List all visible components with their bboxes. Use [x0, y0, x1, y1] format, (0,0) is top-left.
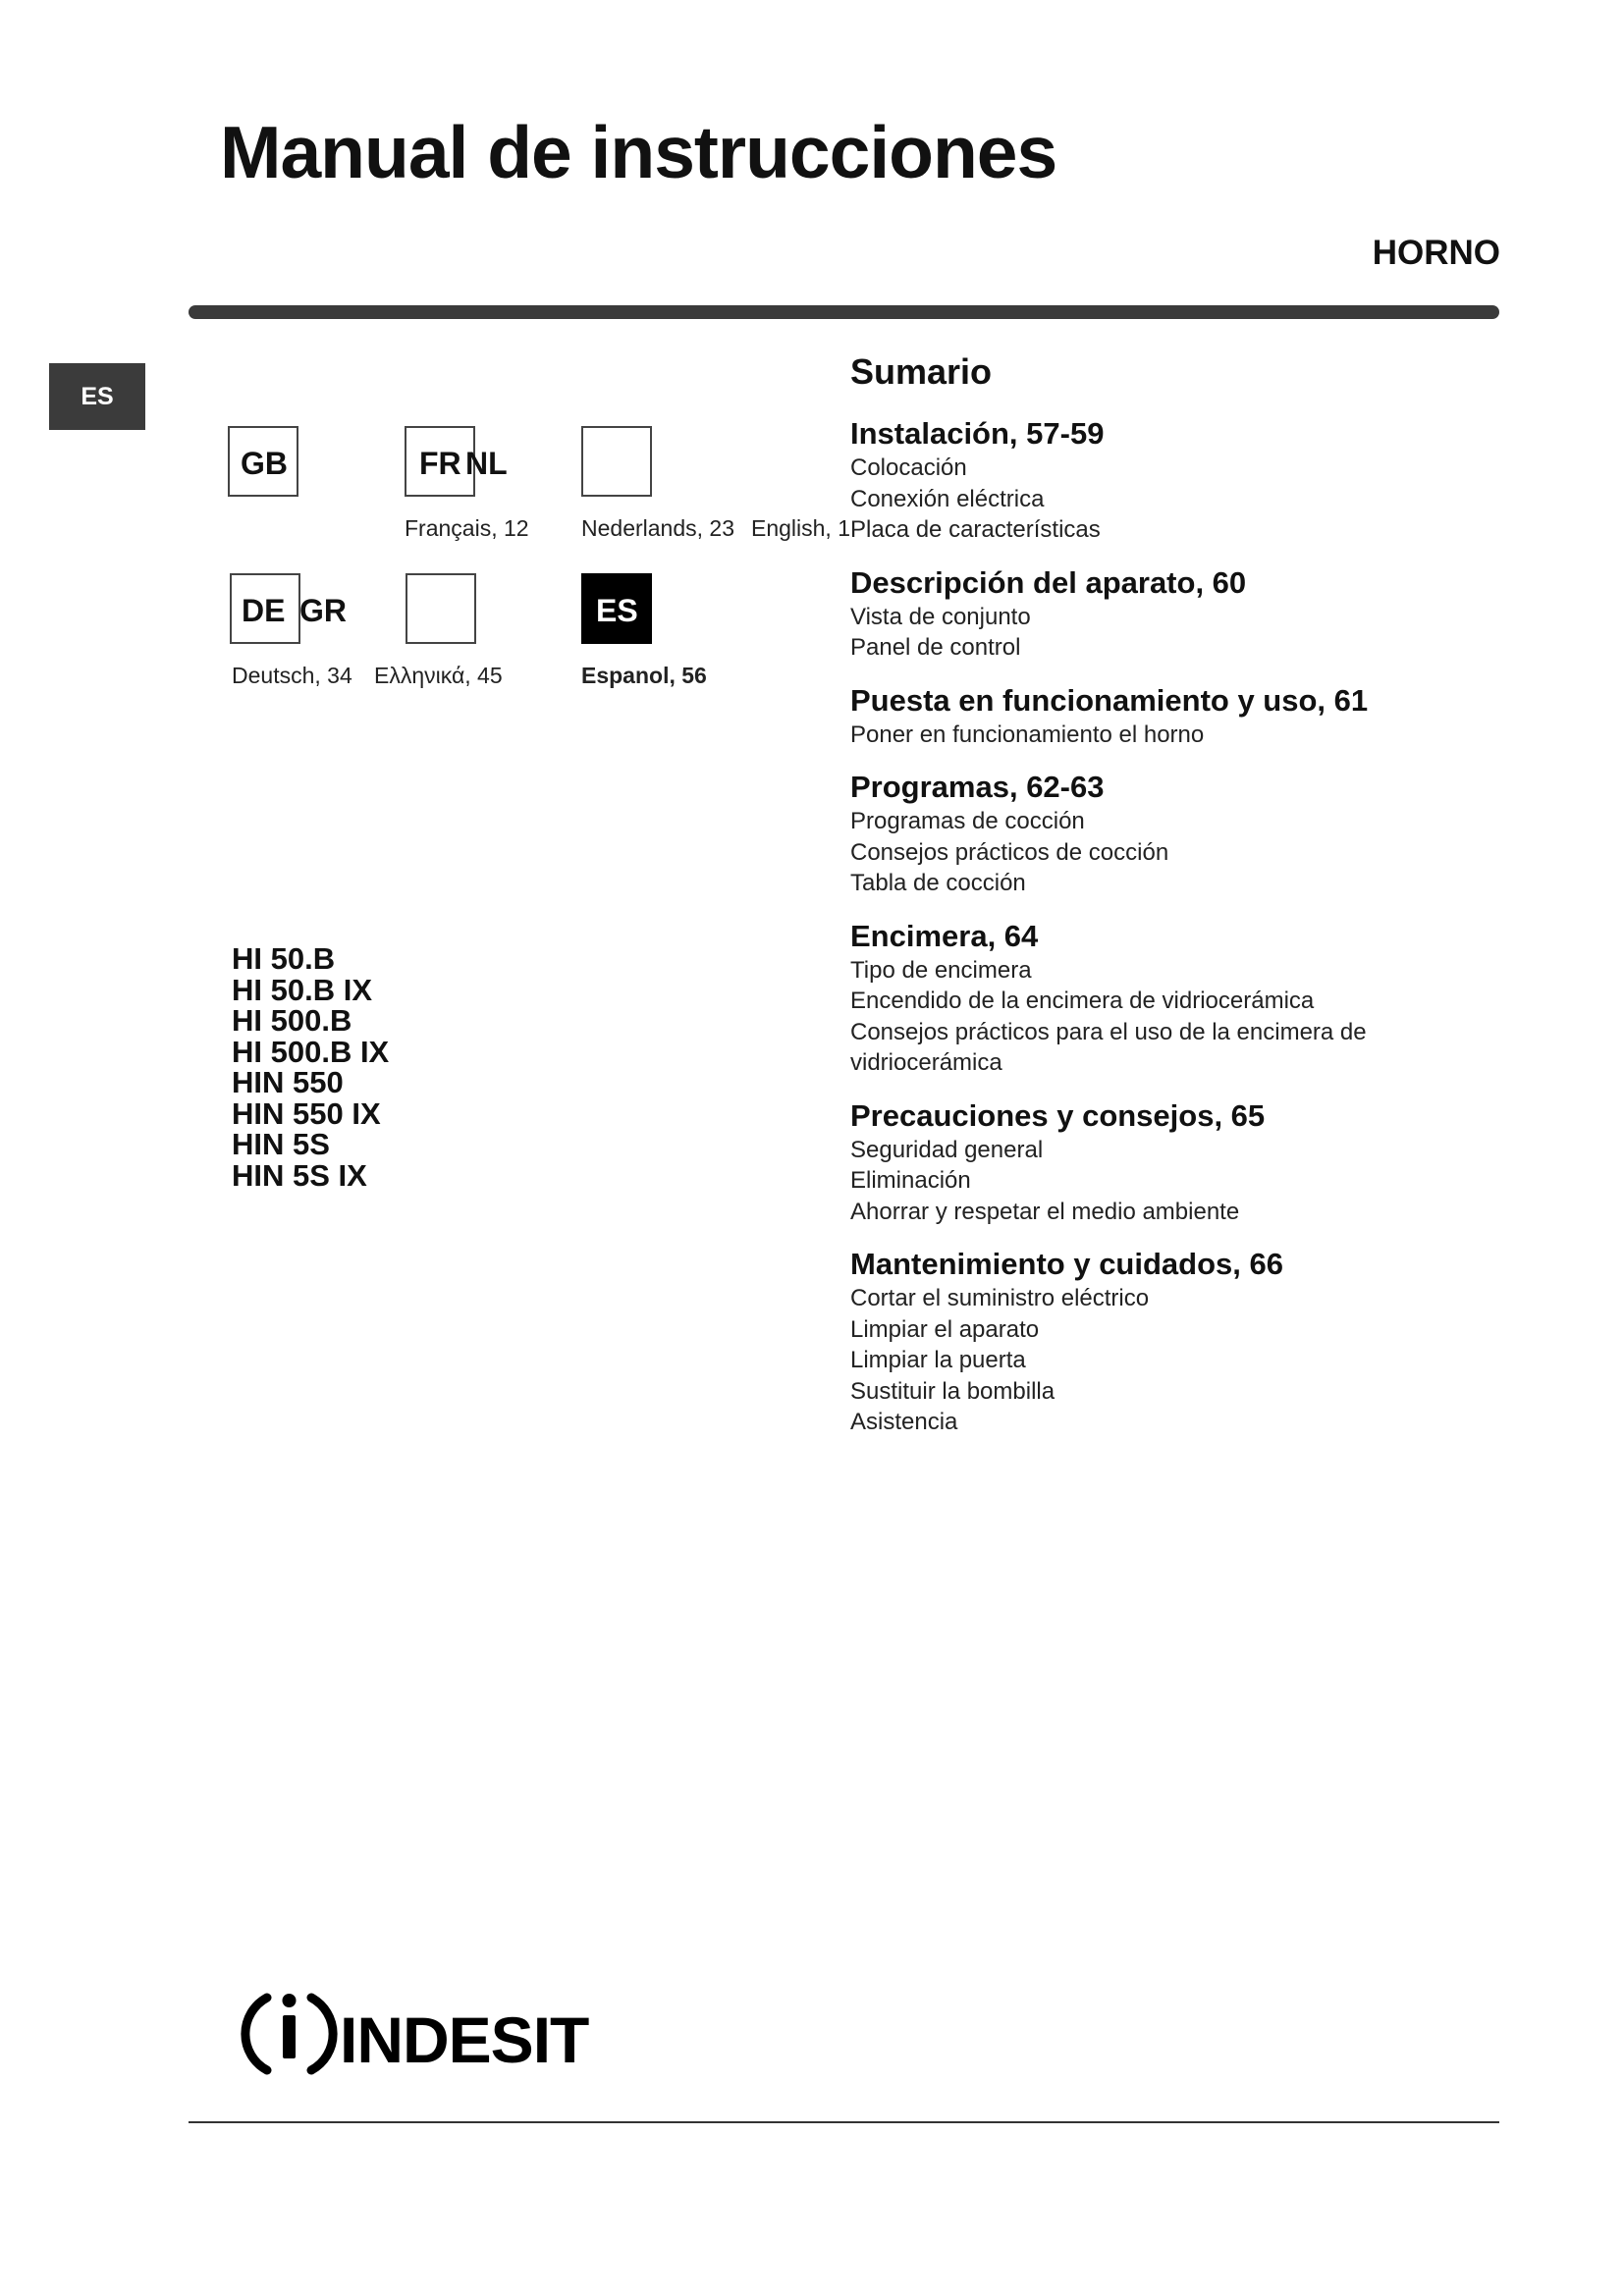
model-item: HI 50.B IX	[232, 972, 372, 1007]
brand-logo	[238, 1980, 621, 2093]
contents-heading: Sumario	[850, 351, 993, 392]
section-item: Cortar el suministro eléctrico	[850, 1285, 1150, 1311]
language-label-gb: English, 1	[751, 515, 851, 541]
table-of-contents	[850, 351, 1498, 1457]
section-item: Limpiar el aparato	[850, 1315, 1040, 1343]
section-title[interactable]: Mantenimiento y cuidados, 66	[850, 1247, 1283, 1281]
section-item: Asistencia	[850, 1409, 958, 1435]
contents-section-puesta	[850, 682, 1498, 751]
section-title[interactable]: Encimera, 64	[850, 918, 1039, 953]
section-item: Poner en funcionamiento el horno	[850, 721, 1205, 748]
model-list	[232, 943, 389, 1191]
model-item: HIN 5S IX	[232, 1157, 367, 1193]
language-code-gr: GR	[299, 593, 347, 628]
section-title[interactable]: Descripción del aparato, 60	[850, 564, 1247, 600]
language-label-gr: Ελληνικά, 45	[374, 663, 503, 688]
section-item: Consejos prácticos de cocción	[850, 838, 1169, 866]
section-item: Encendido de la encimera de vidriocerámica	[850, 988, 1315, 1014]
model-item: HIN 550	[232, 1065, 344, 1099]
language-box-gr[interactable]	[406, 573, 476, 644]
contents-section-encimera	[850, 918, 1498, 1079]
model-item: HIN 5S	[232, 1127, 330, 1161]
language-code-fr: FR	[419, 446, 461, 481]
document-subtitle: HORNO	[1372, 234, 1500, 272]
header-rule	[189, 305, 1499, 319]
language-code-de: DE	[242, 593, 286, 628]
section-item: Sustituir la bombilla	[850, 1377, 1056, 1405]
language-tab: ES	[49, 363, 145, 430]
model-item: HIN 550 IX	[232, 1095, 381, 1131]
section-item: Limpiar la puerta	[850, 1347, 1026, 1373]
section-item: Eliminación	[850, 1167, 971, 1194]
footer-rule	[189, 2121, 1499, 2123]
language-code-es: ES	[596, 593, 638, 628]
section-item: Consejos prácticos para el uso de la encimera de	[850, 1018, 1367, 1045]
language-label-de: Deutsch, 34	[232, 663, 352, 688]
document-title: Manual de instrucciones	[220, 111, 1057, 193]
section-title[interactable]: Precauciones y consejos, 65	[850, 1097, 1266, 1133]
model-item: HI 500.B IX	[232, 1034, 390, 1069]
language-label-fr: Français, 12	[405, 515, 529, 541]
language-code-gb: GB	[241, 446, 288, 481]
model-item: HI 50.B	[232, 941, 336, 976]
model-item: HI 500.B	[232, 1003, 352, 1038]
section-item: Seguridad general	[850, 1136, 1044, 1163]
section-item: Placa de características	[850, 516, 1101, 543]
contents-section-instalacion	[850, 415, 1498, 546]
section-item: vidriocerámica	[850, 1049, 1002, 1076]
section-item: Ahorrar y respetar el medio ambiente	[850, 1198, 1240, 1225]
indesit-logo-icon	[238, 1980, 621, 2088]
language-code-nl: NL	[465, 446, 508, 481]
section-item: Colocación	[850, 454, 967, 481]
brand-name: INDESIT	[340, 2003, 589, 2076]
contents-section-mantenimiento	[850, 1246, 1498, 1438]
section-item: Tabla de cocción	[850, 870, 1026, 896]
contents-section-precauciones	[850, 1097, 1498, 1228]
section-item: Tipo de encimera	[850, 956, 1032, 984]
section-item: Panel de control	[850, 634, 1021, 661]
section-title[interactable]: Programas, 62-63	[850, 770, 1105, 804]
language-label-es: Espanol, 56	[581, 663, 707, 688]
contents-section-descripcion	[850, 564, 1498, 664]
language-box-nl[interactable]	[581, 426, 652, 497]
section-item: Vista de conjunto	[850, 603, 1031, 630]
contents-section-programas	[850, 769, 1498, 899]
section-title[interactable]: Instalación, 57-59	[850, 416, 1105, 451]
section-item: Conexión eléctrica	[850, 485, 1045, 512]
section-title[interactable]: Puesta en funcionamiento y uso, 61	[850, 682, 1369, 718]
section-item: Programas de cocción	[850, 808, 1085, 834]
language-label-nl: Nederlands, 23	[581, 515, 734, 541]
